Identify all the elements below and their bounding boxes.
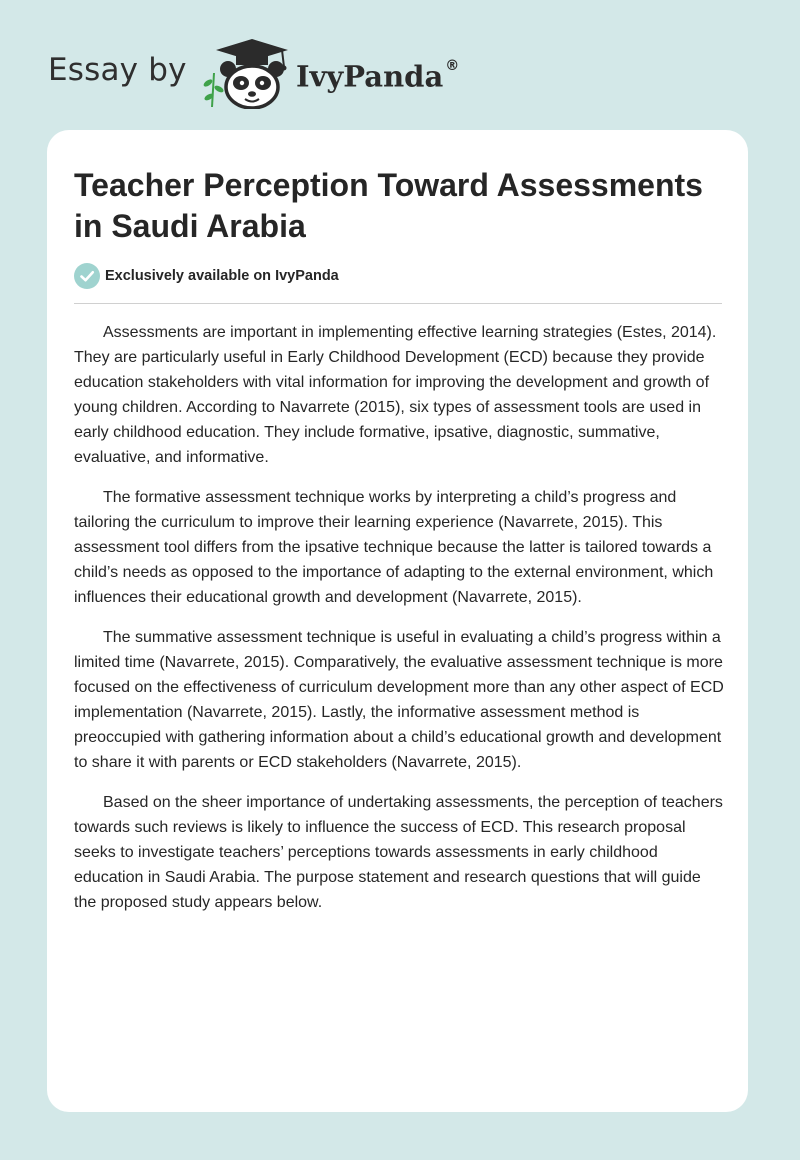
brand-name: IvyPanda	[296, 59, 444, 94]
page-title: Teacher Perception Toward Assessments in Saudi Arabia	[74, 167, 703, 244]
essay-card	[47, 130, 748, 1112]
exclusive-badge	[74, 263, 339, 289]
paragraph: Based on the sheer importance of undertaking assessments, the perception of teachers towards such reviews is likely to influence the success of ECD. This research proposal seeks to investigate teachers’ perceptions towards assessments in early childhood education in Saudi Arabia. The purpose statement and research questions that will guide the proposed study appears below.	[74, 794, 723, 911]
paragraph: Assessments are important in implementing effective learning strategies (Estes, 2014). They are particularly useful in Early Childhood Development (ECD) because they provide education stakeholders with vital information for improving the development and growth of young children. According to Navarrete (2015), six types of assessment tools are used in early childhood education. They include formative, ipsative, diagnostic, summative, evaluative, and informative.	[74, 324, 717, 466]
essay-body	[74, 320, 726, 930]
check-circle-icon	[74, 263, 100, 289]
paragraph: The summative assessment technique is useful in evaluating a child’s progress within a limited time (Navarrete, 2015). Comparatively, the evaluative assessment technique is more focused on the effectiveness of curriculum development more than any other aspect of ECD implementation (Navarrete, 2015). Lastly, the informative assessment method is preoccupied with gathering information about a child’s educational growth and development to share it with parents or ECD stakeholders (Navarrete, 2015).	[74, 629, 724, 771]
essay-by-label: Essay by	[48, 52, 187, 88]
brand-logo-text[interactable]	[296, 52, 459, 97]
panda-graduate-icon[interactable]	[200, 37, 296, 109]
divider	[74, 303, 722, 304]
registered-mark: ®	[445, 58, 460, 74]
site-header	[0, 0, 800, 120]
paragraph: The formative assessment technique works by interpreting a child’s progress and tailoring the curriculum to improve their learning experience (Navarrete, 2015). This assessment tool differs from the ipsative technique because the latter is tailored towards a child’s needs as opposed to the importance of adapting to the external environment, which influences their educational growth and development (Navarrete, 2015).	[74, 489, 714, 606]
exclusive-badge-text: Exclusively available on IvyPanda	[105, 268, 339, 284]
